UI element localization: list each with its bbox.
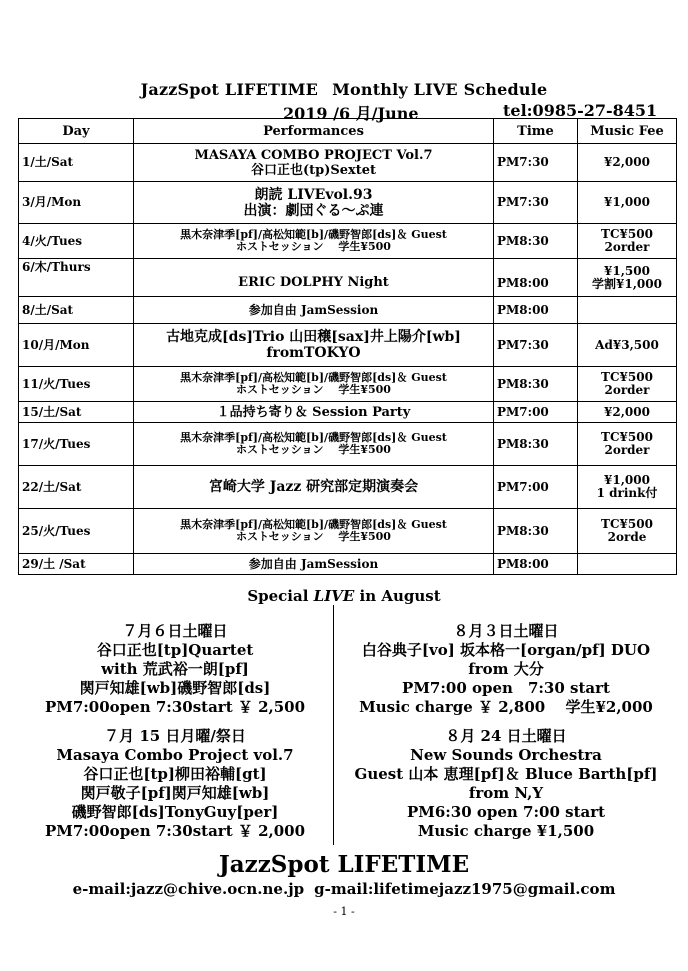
row-fee: ¥1,000 — [578, 182, 677, 224]
table-row — [19, 423, 677, 466]
row-performance: MASAYA COMBO PROJECT Vol.7 谷口正也(tp)Sextet — [134, 144, 494, 182]
row-performance: 黒木奈津季[pf]/高松知範[b]/磯野智郎[ds]＆ Guest ホストセッション 学生¥500 — [134, 509, 494, 554]
row-day: 17/火/Tues — [19, 423, 134, 466]
table-row — [19, 509, 677, 554]
footer-contact — [0, 880, 688, 898]
special-event-jul-15: ７月 15 日月曜/祭日 Masaya Combo Project vol.7 谷口正也[tp]柳田裕輔[gt] 関戸敬子[pf]関戸知雄[wb] 磯野智郎[ds]TonyGuy[per] PM7:00open 7:30start ￥ 2,000 — [44, 727, 306, 840]
row-day: 11/火/Tues — [19, 367, 134, 402]
special-live-heading: Special LIVE in August — [247, 587, 441, 605]
row-time: PM7:30 — [494, 144, 578, 182]
row-time: PM7:30 — [494, 182, 578, 224]
schedule-header — [0, 80, 688, 99]
table-row — [19, 182, 677, 224]
special-event-jul-6: ７月６日土曜日 谷口正也[tp]Quartet with 荒武裕一朗[pf] 関戸知雄[wb]磯野智郎[ds] PM7:00open 7:30start ￥ 2,500 — [44, 622, 306, 716]
col-fee-header: Music Fee — [578, 119, 677, 144]
row-fee: TC¥500 2order — [578, 423, 677, 466]
table-row — [19, 324, 677, 367]
special-event-aug-3: ８月３日土曜日 白谷典子[vo] 坂本格一[organ/pf] DUO from 大分 PM7:00 open 7:30 start Music charge ￥ 2,800 学生¥2,000 — [359, 622, 653, 716]
venue-title: JazzSpot LIFETIME — [140, 80, 319, 99]
row-day: 29/土 /Sat — [19, 554, 134, 575]
row-fee: ¥1,500 学割¥1,000 — [578, 259, 677, 297]
gmail-link[interactable]: g-mail:lifetimejazz1975@gmail.com — [314, 880, 616, 898]
row-time: PM7:00 — [494, 402, 578, 423]
row-fee: Ad¥3,500 — [578, 324, 677, 367]
row-fee: ¥1,000 1 drink付 — [578, 466, 677, 509]
schedule-month: 2019 /6 月/June — [283, 104, 419, 123]
row-fee: TC¥500 2orde — [578, 509, 677, 554]
row-performance: ERIC DOLPHY Night — [134, 259, 494, 297]
row-performance: 黒木奈津季[pf]/高松知範[b]/磯野智郎[ds]＆ Guest ホストセッション 学生¥500 — [134, 224, 494, 259]
row-day: 22/土/Sat — [19, 466, 134, 509]
row-day: 8/土/Sat — [19, 297, 134, 324]
row-performance: 朗読 LIVEvol.93 出演：劇団ぐる～ぷ連 — [134, 182, 494, 224]
special-event-aug-24: ８月 24 日土曜日 New Sounds Orchestra Guest 山本 恵理[pf]＆ Bluce Barth[pf] from N,Y PM6:30 open 7:00 start Music charge ¥1,500 — [354, 727, 658, 840]
row-performance: 参加自由 JamSession — [134, 554, 494, 575]
special-divider — [333, 605, 334, 845]
row-performance: 黒木奈津季[pf]/高松知範[b]/磯野智郎[ds]＆ Guest ホストセッション 学生¥500 — [134, 367, 494, 402]
row-fee: ¥2,000 — [578, 402, 677, 423]
email-link[interactable]: e-mail:jazz@chive.ocn.ne.jp — [72, 880, 305, 898]
schedule-table — [18, 118, 677, 575]
table-row — [19, 367, 677, 402]
row-fee: ¥2,000 — [578, 144, 677, 182]
table-row — [19, 297, 677, 324]
row-time: PM8:30 — [494, 509, 578, 554]
row-day: 10/月/Mon — [19, 324, 134, 367]
phone-number: tel:0985-27-8451 — [503, 101, 658, 120]
col-time-header: Time — [494, 119, 578, 144]
table-row — [19, 224, 677, 259]
row-fee — [578, 554, 677, 575]
row-time: PM8:30 — [494, 423, 578, 466]
table-row — [19, 554, 677, 575]
row-time: PM8:00 — [494, 554, 578, 575]
row-time: PM7:00 — [494, 466, 578, 509]
row-fee: TC¥500 2order — [578, 367, 677, 402]
col-day-header: Day — [19, 119, 134, 144]
row-day: 15/土/Sat — [19, 402, 134, 423]
row-time: PM8:30 — [494, 224, 578, 259]
row-time: PM8:00 — [494, 297, 578, 324]
schedule-title: Monthly LIVE Schedule — [332, 80, 548, 99]
row-day: 25/火/Tues — [19, 509, 134, 554]
row-day: 3/月/Mon — [19, 182, 134, 224]
table-row — [19, 402, 677, 423]
row-time: PM8:00 — [494, 259, 578, 297]
col-performances-header: Performances — [134, 119, 494, 144]
row-time: PM7:30 — [494, 324, 578, 367]
row-day: 1/土/Sat — [19, 144, 134, 182]
row-day: 6/木/Thurs — [19, 259, 134, 297]
table-row — [19, 259, 677, 297]
row-fee — [578, 297, 677, 324]
table-header-row — [19, 119, 677, 144]
table-row — [19, 466, 677, 509]
row-performance: 宮崎大学 Jazz 研究部定期演奏会 — [134, 466, 494, 509]
row-day: 4/火/Tues — [19, 224, 134, 259]
footer-venue-title: JazzSpot LIFETIME — [218, 851, 470, 878]
row-performance: 参加自由 JamSession — [134, 297, 494, 324]
page-number: - 1 - — [333, 905, 355, 918]
row-performance: 古地克成[ds]Trio 山田穣[sax]井上陽介[wb] fromTOKYO — [134, 324, 494, 367]
table-row — [19, 144, 677, 182]
row-time: PM8:30 — [494, 367, 578, 402]
row-performance: １品持ち寄り＆ Session Party — [134, 402, 494, 423]
row-performance: 黒木奈津季[pf]/高松知範[b]/磯野智郎[ds]＆ Guest ホストセッション 学生¥500 — [134, 423, 494, 466]
row-fee: TC¥500 2order — [578, 224, 677, 259]
